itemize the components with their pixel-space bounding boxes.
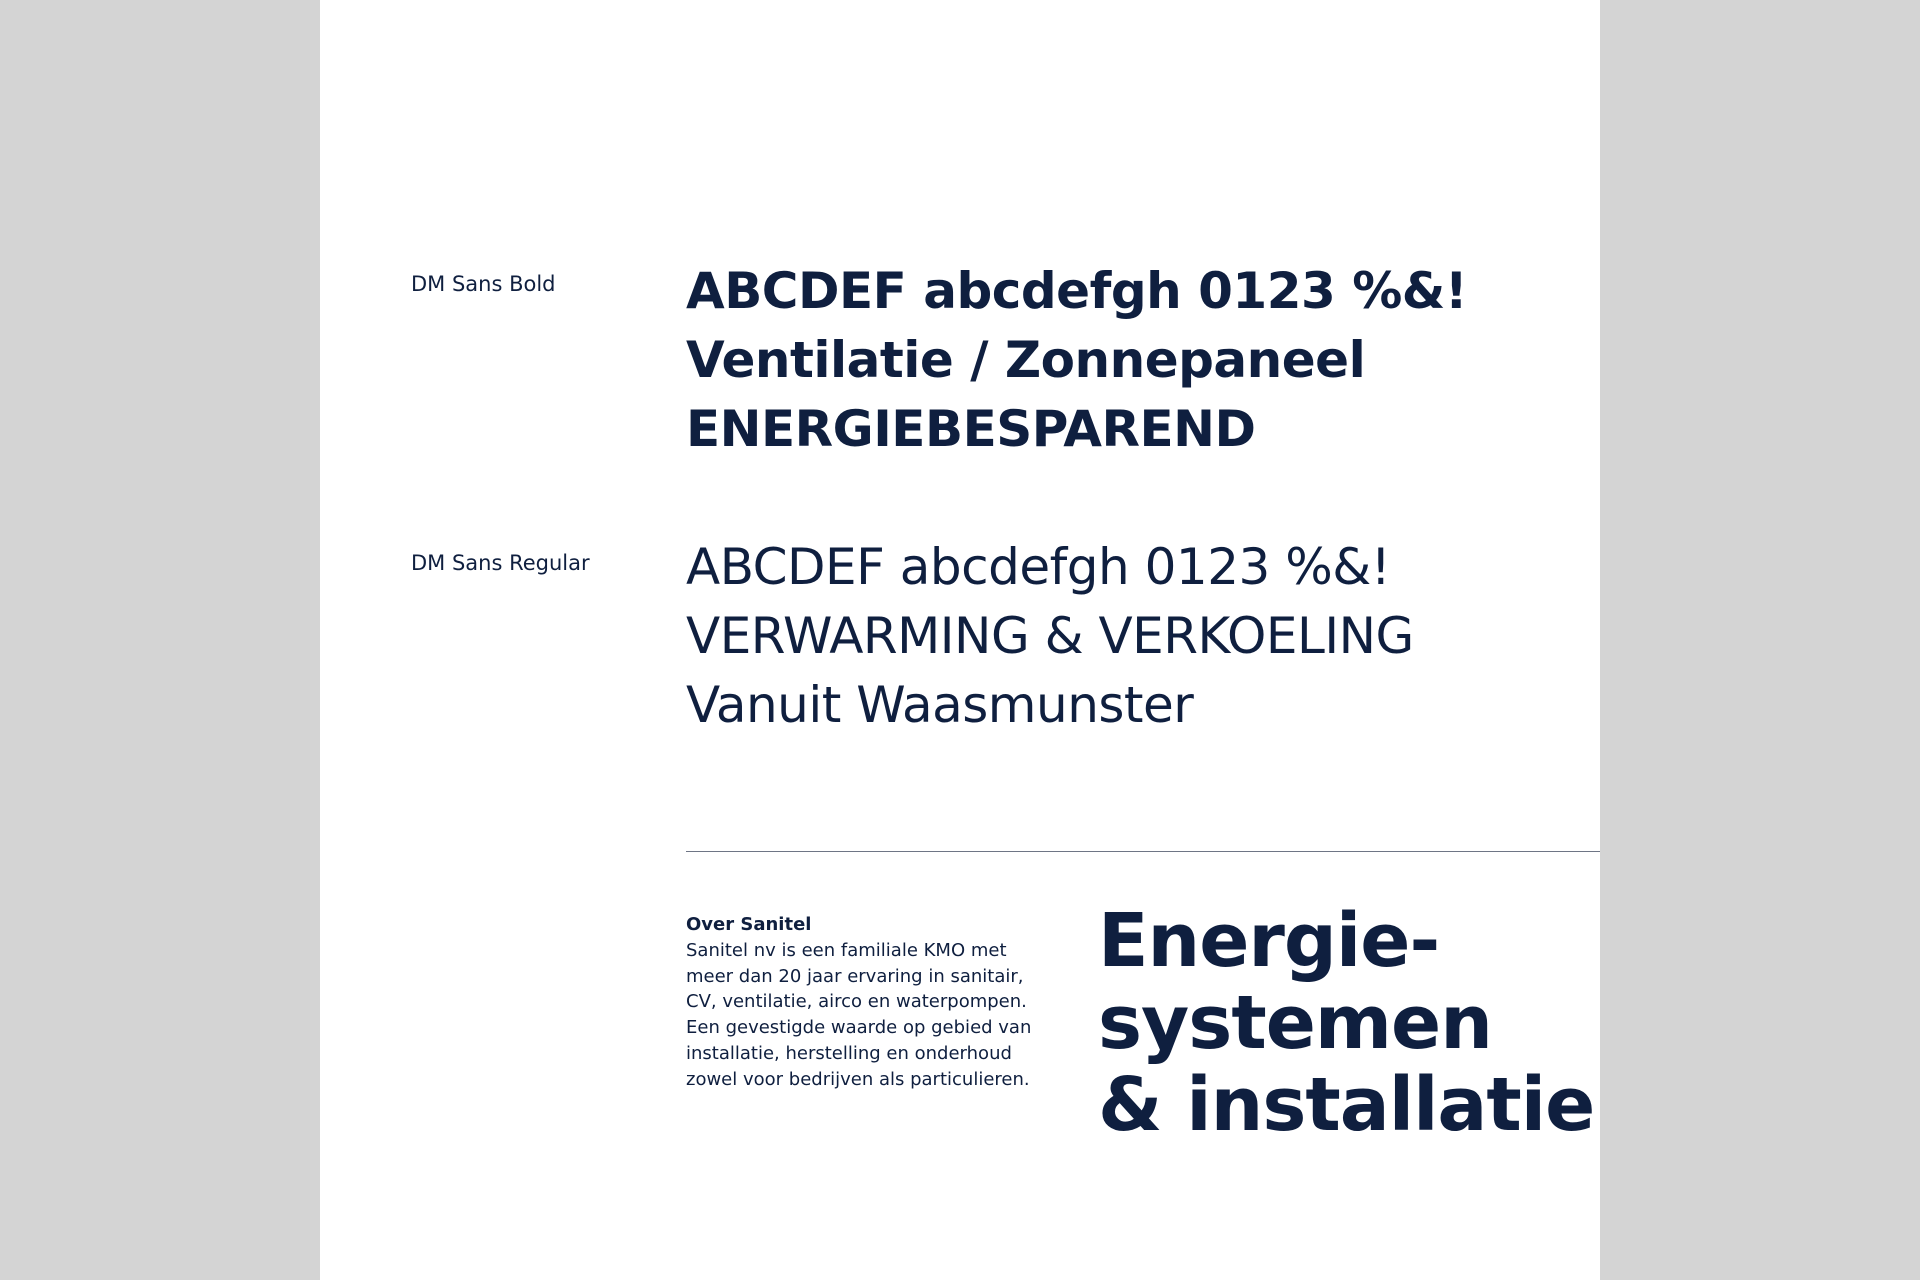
bold-font-label: DM Sans Bold [411,272,556,296]
about-title: Over Sanitel [686,914,812,935]
about-block [686,912,1046,1093]
regular-font-label: DM Sans Regular [411,551,590,575]
headline [1098,900,1594,1146]
headline-line: Energie- [1098,898,1440,984]
bold-specimen-line: ABCDEF abcdefgh 0123 %&! [686,262,1468,320]
regular-specimen [686,533,1586,740]
regular-specimen-line: Vanuit Waasmunster [686,676,1194,734]
bold-specimen-line: Ventilatie / Zonnepaneel [686,331,1366,389]
bold-specimen [686,257,1586,464]
headline-line: & installatie [1098,1062,1595,1148]
divider-rule [686,851,1600,852]
regular-specimen-line: VERWARMING & VERKOELING [686,607,1414,665]
bold-specimen-line: ENERGIEBESPAREND [686,400,1256,458]
specimen-page [320,0,1600,1280]
about-text: Sanitel nv is een familiale KMO met meer dan 20 jaar ervaring in sanitair, CV, ventilatie, airco en waterpompen. Een gevestigde waarde op gebied van installatie, herstelling en onderhoud zowel voor bedrijven als particulieren. [686,939,1032,1090]
regular-specimen-line: ABCDEF abcdefgh 0123 %&! [686,538,1391,596]
headline-line: systemen [1098,980,1492,1066]
